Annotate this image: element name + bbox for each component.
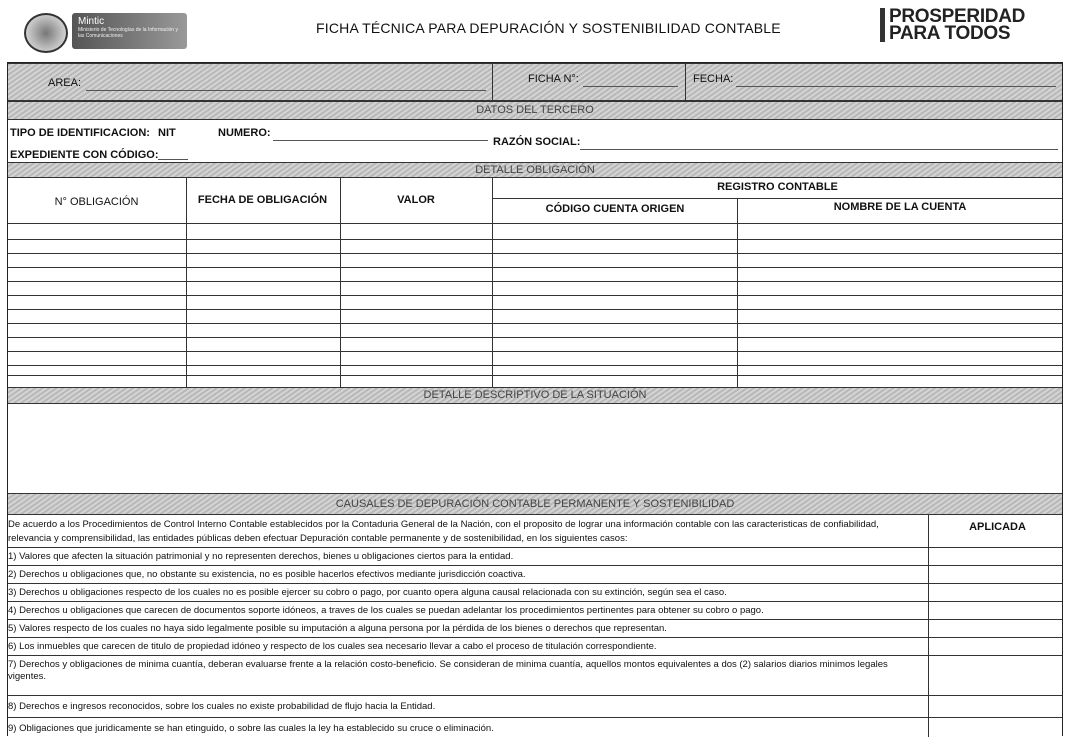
tipo-identificacion-value: NIT	[158, 127, 176, 139]
divider	[8, 547, 1062, 548]
registro-contable-header: REGISTRO CONTABLE	[717, 181, 838, 193]
divider	[928, 515, 929, 737]
divider	[8, 565, 1062, 566]
coat-of-arms-logo	[24, 13, 68, 53]
table-row[interactable]	[8, 295, 1062, 296]
col-numero-obligacion: N° OBLIGACIÓN	[54, 196, 139, 208]
table-row[interactable]	[8, 223, 1062, 224]
col-codigo-cuenta: CÓDIGO CUENTA ORIGEN	[545, 203, 685, 215]
divider	[186, 178, 187, 387]
causal-item-4: 4) Derechos u obligaciones que carecen de documentos soporte idóneos, a traves de los cuales se puedan adelantar los procedimientos pertinentes para obtener su cobro o pago.	[8, 605, 764, 616]
prosperidad-logo	[880, 8, 1030, 42]
form-page	[2, 0, 1064, 736]
causal-item-2: 2) Derechos u obligaciones que, no obstante su existencia, no es posible hacerlos efectivos mediante jurisdicción coactiva.	[8, 569, 526, 580]
table-row[interactable]	[8, 375, 1062, 376]
expediente-field[interactable]	[158, 159, 188, 160]
slogan-line1: PROSPERIDAD	[880, 8, 1030, 25]
divider	[8, 717, 1062, 718]
expediente-label: EXPEDIENTE CON CÓDIGO:	[10, 149, 159, 161]
ministry-subtitle: Ministerio de Tecnologías de la Información y las Comunicaciones	[78, 27, 178, 39]
fecha-label: FECHA:	[693, 73, 734, 85]
form-grid	[7, 62, 1063, 736]
slogan-line2: PARA TODOS	[880, 25, 1030, 42]
fecha-field[interactable]	[736, 86, 1056, 87]
section-bar-situacion: DETALLE DESCRIPTIVO DE LA SITUACIÓN	[8, 387, 1062, 404]
divider	[340, 178, 341, 387]
area-field[interactable]	[86, 90, 486, 91]
applied-header: APLICADA	[969, 521, 1026, 533]
col-nombre-cuenta: NOMBRE DE LA CUENTA	[833, 201, 967, 213]
causal-item-3: 3) Derechos u obligaciones respecto de los cuales no es posible ejercer su cobro o pago, por cuanto opera alguna causal relacionada con su extinción, según sea el caso.	[8, 587, 727, 598]
tipo-identificacion-label: TIPO DE IDENTIFICACION:	[10, 127, 150, 139]
divider	[8, 601, 1062, 602]
razon-social-label: RAZÓN SOCIAL:	[493, 136, 581, 148]
table-row[interactable]	[8, 365, 1062, 366]
divider	[685, 63, 686, 101]
table-row[interactable]	[8, 337, 1062, 338]
col-valor: VALOR	[397, 194, 435, 206]
table-row[interactable]	[8, 351, 1062, 352]
section-bar-causales: CAUSALES DE DEPURACIÓN CONTABLE PERMANENTE Y SOSTENIBILIDAD	[8, 493, 1062, 515]
causal-item-6: 6) Los inmuebles que carecen de titulo de propiedad idóneo y respecto de los cuales sea necesario llevar a cabo el proceso de titulación correspondiente.	[8, 641, 657, 652]
ministry-logo	[72, 13, 187, 49]
causal-item-1: 1) Valores que afecten la situación patrimonial y no representen derechos, bienes u obligaciones ciertos para la entidad.	[8, 551, 514, 562]
causal-item-9: 9) Obligaciones que juridicamente se han etinguido, o sobre las cuales la ley ha establecido su cruce o eliminación.	[8, 723, 494, 734]
form-header	[2, 0, 1062, 62]
divider	[8, 619, 1062, 620]
divider	[492, 63, 493, 101]
document-title: FICHA TÉCNICA PARA DEPURACIÓN Y SOSTENIBILIDAD CONTABLE	[316, 20, 781, 36]
situacion-textarea[interactable]	[8, 404, 1062, 493]
divider	[8, 637, 1062, 638]
divider	[737, 198, 738, 387]
area-label: AREA:	[48, 77, 82, 89]
numero-field[interactable]	[273, 140, 488, 141]
table-row[interactable]	[8, 323, 1062, 324]
numero-label: NUMERO:	[218, 127, 271, 139]
table-row[interactable]	[8, 239, 1062, 240]
table-row[interactable]	[8, 309, 1062, 310]
causales-intro: De acuerdo a los Procedimientos de Control Interno Contable establecidos por la Contaduria General de la Nación, con el proposito de lograr una información contable con las caracteristicas de confiabilidad, relevancia y comprensibilidad, las entidades públicas deben efectuar Depuración contable permanente y de sostenibilidad, en los siguientes casos:	[8, 519, 879, 544]
ficha-label: FICHA N°:	[528, 73, 579, 85]
col-fecha-obligacion: FECHA DE OBLIGACIÓN	[197, 194, 328, 206]
table-row[interactable]	[8, 281, 1062, 282]
divider	[493, 198, 1062, 199]
section-bar-tercero: DATOS DEL TERCERO	[8, 101, 1062, 120]
causal-item-5: 5) Valores respecto de los cuales no haya sido legalmente posible su imputación a alguna persona por la pérdida de los bienes o derechos que representan.	[8, 623, 667, 634]
causal-item-8: 8) Derechos e ingresos reconocidos, sobre los cuales no existe probabilidad de flujo hacia la Entidad.	[8, 701, 436, 712]
causal-item-7: 7) Derechos y obligaciones de minima cuantía, deberan evaluarse frente a la relación costo-beneficio. Se consideran de minima cuantía, aquellos montos equivalentes a dos (2) salarios diarios minimos legales vigentes.	[8, 659, 888, 682]
divider	[8, 583, 1062, 584]
divider	[492, 178, 493, 387]
table-row[interactable]	[8, 253, 1062, 254]
divider	[8, 655, 1062, 656]
ficha-field[interactable]	[583, 86, 678, 87]
section-bar-obligacion: DETALLE OBLIGACIÓN	[8, 162, 1062, 178]
razon-social-field[interactable]	[580, 149, 1058, 150]
ministry-name: Mintic	[78, 16, 105, 27]
table-row[interactable]	[8, 267, 1062, 268]
divider	[8, 695, 1062, 696]
